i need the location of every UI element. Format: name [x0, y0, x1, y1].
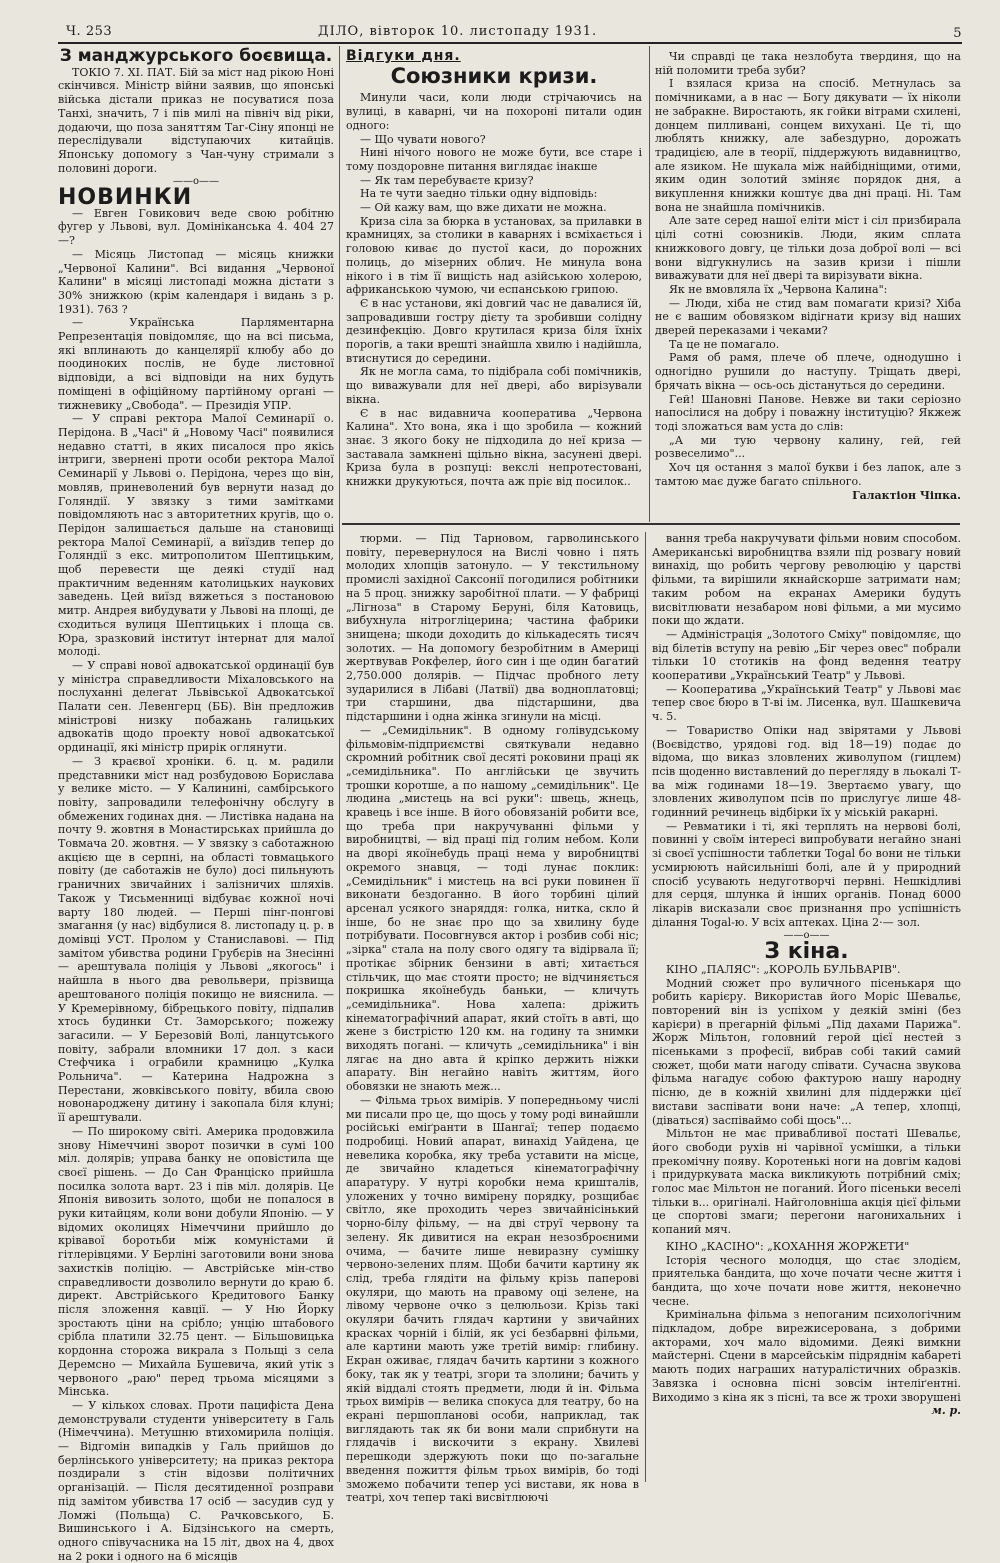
news-item: — Товариство Опіки над звірятами у Львові (Воєвідство, урядові год. від 18—19) подає до відома, що виказ зловлених живолупом (гицлем) псів щоденно виставлений до перегляду в льокалі Т-ва між годинами 18—19. Звертаємо увагу, що зловлених живолупом псів по прислугує лише 48-годинний речинець відбірки їх у міській ракарні. [652, 723, 961, 820]
feuilleton-paragraph: — Люди, хіба не стид вам помагати кризі? Хіба не є вашим обовязком відігнати кризу від наших дверей переказами і чеками? [655, 296, 961, 338]
column-rule [645, 532, 646, 1482]
feuilleton-paragraph: — Ой кажу вам, що вже дихати не можна. [360, 201, 607, 215]
masthead [58, 22, 962, 44]
newspaper-title-date: ДІЛО, вівторок 10. листопаду 1931. [318, 24, 598, 39]
news-item: — Місяць Листопад — місяць книжки „Червоної Калини". Всі видання „Червоної Калини" в місяці листопаді можна дістати з 30% знижкою (крім календаря і видань з р. 1931). 763 ? [58, 247, 334, 316]
column-lower-right [652, 532, 961, 1482]
news-item: — Ревматики і ті, які терплять на нервові болі, повинні у своїм інтересі випробувати негайно знані зі своєї успішности таблетки Togal бо вони не тільки усмирюють найсильніші болі, але й у природний спосіб усувають недуготворчі первні. Нешкідливі для серця, шлунка й інших органів. Понад 6000 лікарів висказали своє признання про успішність ділання Togal-ю. У всіх аптеках. Ціна 2·— зол. [652, 819, 961, 929]
news-item: тюрми. — Під Тарновом, гарволинського повіту, перевернулося на Вислі човно і пять молодих хлопців затонуло. — У текстильному промислі західної Саксонії погодилися робітники на 5 проц. знижку заробітної плати. — У фабриці „Лігноза" в Старому Беруні, біля Катовиць, вибухнула нітрогліцерина; частина фабрики знищена; шкоди доходить до кількадесять тисяч золотих. — На допомогу безробітним в Америці жертвував Рокфелер, його син і ще один багатий 2,750.000 долярів. — Підчас пробного лету зударилися в Лібаві (Латвії) два водноплатовці; три старшини, два підстаршини, два підстаршини і одна жінка згинули на місці. [346, 532, 639, 724]
cinema-signature: м. р. [931, 1404, 961, 1418]
feuilleton-paragraph: Як не вмовляла їх „Червона Калина": [669, 282, 888, 296]
feuilleton-title: Союзники кризи. [390, 63, 598, 88]
feuilleton-paragraph: Як не могла сама, то підібрала собі помічників, що виважували для неї двері, або вирізували вікна. [346, 365, 642, 406]
news-item: — „Семидільник". В одному голівудському фільмовім-підприємстві святкували недавно скромний робітник свої десяті роковини праці як „семидільника". По англійськи це звучить трошки коротше, а по нашому „семидільник". Це людина „мистець на всі руки": швець, жнець, кравець і все інше. В його обовязаній робити все, що треба при накручуванні фільми у виробництві, — від праці під голим небом. Коли на дворі якоїнебудь праці нема у виробництві окремого знавця, — тоді лунає поклик: „Семидільник" і мистець на всі руки повинен її виконати бездоганно. В його торбині цілий арсенал усякого знаряддя: голка, нитка, скло й інше, бо не знає про що за хвилину буде потрібувати. Посовгнувся актор і розбив собі ніс; „зірка" стала на полу свого одягу та відірвала її; протікає збірник бензини в авті; хитається стільчик, що має стояти просто; не відчиняється покришка якоїнебудь баньки, — кличуть „семидільника". Нова халепа: дріжить кінематографічний апарат, який стоїть в авті, що жене з бистрістю 120 км. на годину та знимки виходять погані. — кличуть „семидільника" і він лягає на дно авта й кріпко держить ніжки апарату. Він негайно навіть життям, його обовязки не знають меж... [346, 723, 639, 1094]
feuilleton-paragraph: Криза сіла за бюрка в установах, за прилавки в крамницях, за столики в каварнях і всміхається і головою киває до пустої каси, до порожних полиць, до мізерних облич. Не минула вона нікого і в тім її вищість над азійською холерою, африканською чумою, чи еспанською грипою. [346, 214, 642, 297]
column-rule [649, 46, 650, 522]
feuilleton-paragraph: Рамя об рамя, плече об плече, однодушно і одногідно рушили до наступу. Тріщать двері, брячать вікна — ось-ось дістануться до середини. [655, 351, 961, 392]
news-item: — Українська Парляментарна Репрезентація повідомляє, що на всі письма, які вплинають до канцелярії клюбу або до поодиноких послів, не буде листовної відповіди, а всі відповіди на них будуть поміщені в офіційному партійному органі — тижневику „Свобода". — Президія УПР. [58, 316, 334, 412]
issue-number: Ч. 253 [66, 24, 113, 39]
feuilleton-paragraph: Є в нас видавнича кооператива „Червона Калина". Хто вона, яка і що зробила — кожний знає. З якого боку не підходила до неї криза — заставала замкнені щільно вікна, засунені двері. Криза була в розпуці: векслі непротестовані, книжки друкуються, почта аж пріє від посилок.. [346, 406, 642, 489]
cinema-review-paragraph: Історія чесного молодця, що стає злодієм, приятелька бандита, що хоче почати чесне життя і бандита, що хоче почати нове життя, неконечно чесне. [652, 1253, 961, 1308]
news-item: — З краєвої хроніки. 6. ц. м. радили представники міст над розбудовою Борислава у велике місто. — У Калинині, самбірського повіту, запровадили телефонічну обслугу в обмежених годинах дня. — Листівка надана на почту 9. жовтня в Монастирськах прийшла до Товмача 20. жовтня. — У звязку з саботажною акцією ще в серпні, на області товмацького повіту (де саботажів не було) досі пильнують граничних звичайних і залізничих шляхів. Також у Тисьменниці відбуває кожної ночі варту 180 людей. — Перші пінг-понгові змагання (у нас) відбулися 8. листопаду ц. р. в домівці УСТ. Пролом у Станиславові. — Під замітом убивства родини Грубєрів на Знесінні — арештувала поліція у Львові „якогось" і найшла в нього два револьвери, прізвища арештованого поліція покищо не вияснила. — У Кремерівному, бібрецького повіту, підпалив хтось будинки Ст. Заморського; пожежу загасили. — У Березовій Волі, ланцутського повіту, забрали вломники 17 дол. з каси Стефчика і ограбили крамницю „Кулка Рольнича". — Катерина Надрожна з Перестани, жовківського повіту, вбила свою новонароджену дитину і закопала біля клуні; її арештували. [58, 754, 334, 1125]
news-item: — Евген Говикович веде свою робітню фугер у Львові, вул. Домініканська 4. 404 27—? [58, 206, 334, 248]
separator: ——о—— [783, 930, 830, 942]
feuilleton-paragraph: „А ми тую червону калину, гей, гей розвеселимо"... [655, 433, 961, 461]
separator: ——о—— [172, 176, 220, 188]
cinema-review-paragraph: Модний сюжет про вуличного пісенькаря що робить карієру. Використав його Моріс Шевальє, повторений він із успіхом у деякій зміні (без карієри) в прегарній фільмі „Під дахами Парижа". Жорж Мільтон, головний герой цієї нестей з пісеньками з професії, вибрав собі такий самий сюжет, щоби мати нагоду співати. Сучасна звукова фільма нагадує собою фактурою нашу народну пісню, де в кожній хвилині для піддержки цієї вистави заспівати вони наче: „А тепер, хлопці, (діваться) заспіваймо собі щось"... [652, 976, 961, 1127]
feuilleton-paragraph: Нині нічого нового не може бути, все старе і тому поздоровне питання виглядає інакше [346, 146, 642, 173]
column-left [58, 46, 334, 1563]
column-feuilleton-2 [655, 50, 961, 520]
feuilleton-paragraph: На те чути заедно тільки одну відповідь: [360, 187, 598, 201]
feuilleton-kicker: Відгуки дня. [346, 48, 461, 64]
feuilleton-paragraph: Але зате серед нашої еліти міст і сіл призбирала цілі сотні союзників. Люди, яким сплата книжкового довгу, це тільки доза доброї волі — всі вони відгукнулись на зазив кризи і пішли виважувати для неї двері та вирізувати вікна. [655, 214, 961, 283]
feuilleton-paragraph: Чи справді це така незлобута твердиня, що на ній поломити треба зуби? [655, 50, 961, 77]
news-item: — У справі нової адвокатської ординації був у міністра справедливости Міхаловського на послуханні делегат Львівської Адвокатської Палати сен. Левенгерц (ББ). Він предложив міністрові низку побажань галицьких адвокатів щодо проекту нової адвокатської ординації, які міністр прирік оглянути. [58, 658, 334, 755]
column-lower-middle [346, 532, 639, 1505]
cinema-review-head: КІНО „ПАЛЯС": „КОРОЛЬ БУЛЬВАРІВ". [666, 962, 901, 976]
news-item: — По широкому світі. Америка продовжила знову Німеччині зворот позички в сумі 100 міл. долярів; управа банку не оповістила ще своєї рішень. — До Сан Франціско прийшла посилка золота варт. 23 і пів міл. долярів. Це Японія вивозить золото, щоби не попалося в руки китайцям, коли вони добули Японію. — У відомих околицях Німеччини прийшло до крівавої боротьби між комуністами й гітлерівцями. У Берліні заготовили вони знова захистків поліцію. — Австрійське мін-ство справедливости дозволило вернути до краю б. директ. Австрійського Кредитового Банку після зложення кавції. — У Ню Йорку зростають ціни на срібло; унцію штабового срібла платили 32.75 цент. — Більшовицька кордонна сторожа викрала з Польщі з села Деремсно — Михайла Бушевича, який утік з червоного „раю" перед трьома місяцями з Мінська. [58, 1124, 334, 1399]
feuilleton-paragraph: Минули часи, коли люди стрічаючись на вулиці, в каварні, чи на похороні питали один одного: [346, 91, 642, 132]
manchuria-headline: З манджурського боєвища. [59, 46, 333, 66]
feuilleton-paragraph: Є в нас установи, які довгий час не давалися їй, запровадивши гостру дієту та зробивши солідну дезинфекцію. Довго крутилася криза біля їхніх порогів, а таки врешті знайшла хвилю і надійшла, втиснутися до середини. [346, 296, 642, 365]
section-rule [342, 523, 960, 525]
news-item: — У кількох словах. Проти пацифіста Дена демонстрували студенти університету в Галь (Німеччина). Метушню втихомирила поліція. — Відгомін випадків у Галь прийшов до берлінського університету; на приказ ректора поздирали з стін відозви політичних організацій. — Після десятиденної розправи під замітом убивства 17 осіб — засудив суд у Ломжі (Польща) С. Рачковського, Б. Вишинського і А. Бідзінського на смерть, одного співучасника на 15 літ, двох на 4, двох на 2 роки і одного на 6 місяців [58, 1398, 334, 1563]
column-feuilleton-1 [346, 50, 642, 520]
news-item: вання треба накручувати фільми новим способом. Американські виробництва взяли під розвагу новий винахід, що робить чергову революцію у царстві фільми, та вирішили якнайскорше затримати нам; таким робом на екранах Америки будуть висвітлювати незабаром нові фільми, а ми мусимо поки що ждати. [652, 532, 961, 628]
cinema-review-paragraph: Мільтон не має привабливої постаті Шевальє, його свободи рухів ні чарівної усмішки, а тільки прекомічну появу. Коротенькі ноги на довгім кадові і придуркувата маска викликують потрібний сміх; голос має Мільтон не поганий. Його пісеньки веселі тільки в... оригіналі. Найголовніша акція цієї фільми це спортові змаги; перегони нагонихальних і копаний мяч. [652, 1127, 961, 1237]
feuilleton-paragraph: Та це не помагало. [669, 337, 780, 351]
feuilleton-paragraph: Гей! Шановні Панове. Невже ви таки серіозно напосілися на добру і поважну інституцію? Якжеж тоді зложаться вам уста до слів: [655, 392, 961, 433]
news-section-title: НОВИНКИ [58, 185, 193, 211]
feuilleton-signature: Галактіон Чіпка. [852, 488, 961, 502]
feuilleton-paragraph: — Як там перебуваєте кризу? [360, 173, 534, 187]
feuilleton-paragraph: — Що чувати нового? [360, 132, 486, 146]
manchuria-article: ТОКІО 7. ХІ. ПАТ. Бій за міст над рікою Ноні скінчився. Міністр війни заявив, що японські війська дістали приказ не посуватися поза Танхі, значить, 7 і пів милі на північ від ріки, додаючи, що поза заняттям Таг-Сіну японці не переслідували відступаючих китайців. Японську допомогу з Чан-чуну стримали з половині дороги. [58, 65, 334, 175]
cinema-review-head: КІНО „КАСІНО": „КОХАННЯ ЖОРЖЕТИ" [666, 1239, 910, 1253]
news-item: — Фільма трьох вимірів. У попередньому числі ми писали про це, що щось у тому роді винайшли російські еміґранти в Шангаї; тепер подаємо подробиці. Новий апарат, винахід Уайдена, це невелика коробка, яку треба уставити на місце, де звичайно кладеться кінематографічну апаратуру. У нутрі коробки нема кришталів, уложених у точно вимірену порядку, розщибає світло, яке проходить через звичайнісінький чорно-білу фільму, — на дві струї червону та зелену. Як дивитися на екран незозброєними очима, — бачите лише невиразну сумішку червоно-зелених плям. Щоби бачити картину як слід, треба глядіти на фільму крізь паперові окуляри, що мають на правому оці зелене, на лівому червоне очко з целюльози. Крізь такі окуляри бачить глядач картини у звичайних красках чорній і білій, як усі безбарвні фільми, але картини мають уже третій вимір: глибину. Екран оживає, глядач бачить картини з кожного боку, так як у театрі, згори та злолини; бачить у якій віддалі стоять предмети, люди й ін. Фільма трьох вимірів — велика спокуса для театру, бо на екрані першопланові особи, наприклад, так виглядають так як би вони мали сприбнути на глядачів і вискочити з екрану. Хвилеві перешкоди здержують поки що по-загальне введення пожиття фільм трьох вимірів, бо тоді зможемо побачити тепер усі вистави, як нова в театрі, хоч тепер такі висвітлюючі [346, 1093, 639, 1505]
column-rule [339, 46, 340, 1482]
news-item: — У справі ректора Малої Семинарії о. Перідона. В „Часі" й „Новому Часі" появилися недавно статті, в яких писалося про якісь інтриги, звернені проти особи ректора Малої Семинарії у Львові о. Перідона, через що він, мовляв, приневолений був вернути назад до Голяндії. У звязку з тими замітками повідомляють нас з авторитетних кругів, що о. Перідон залишається дальше на становищі ректора Малої Семинарії, а виїздив тепер до Голяндії з екс. митрополитом Шептицьким, щоб перевести ще деякі студії над практичним веденням католицьких наукових заведень. Цей виїзд вяжеться з постановою митр. Андрея вибудувати у Львові на площі, де сходиться вулиця Шептицьких і площа св. Юра, зразковий інститут інтернат для малої молоді. [58, 412, 334, 659]
cinema-section-title: З кіна. [764, 939, 849, 965]
news-item: — Кооператива „Український Театр" у Львові має тепер своє бюро в Т-ві ім. Лисенка, вул. Шашкевича ч. 5. [652, 682, 961, 724]
news-item: — Адміністрація „Золотого Сміху" повідомляє, що від білетів вступу на ревію „Біг через овес" побрали тільки 10 стотиків на фонд ведення театру кооперативи „Український Театр" у Львові. [652, 627, 961, 683]
cinema-review-paragraph: Кримінальна фільма з непоганим психологічним підкладом, добре вирежисерована, з добрими акторами, хоч мало відомими. Деякі вимкни майстерні. Сцени в марсейськім підряднім кабареті мають подих награших натуралістичних образків. Завязка і основна пісні зовсім інтеліґентні. Виходимо з кіна як з пісні, та все ж трохи зворушені [652, 1308, 961, 1404]
feuilleton-paragraph: Хоч ця остання з малої букви і без лапок, але з тамтою має дуже багато спільного. [655, 461, 961, 488]
page-number: 5 [953, 26, 962, 41]
feuilleton-paragraph: І взялася криза на спосіб. Метнулась за помічниками, а в нас — Богу дякувати — їх ніколи не забракне. Виростають, як гойки вітрами схилені, донцем пилливані, сонцем вихухані. Це ті, що люблять книжку, але забездурно, дорожать традицією, але в теорії, піддержують видавництво, але язиком. Не шукала між найбідніщими, отими, яким один золотий зміняє порядок дня, а викуплення книжки коштує два дні праці. Ні. Там вона не знайшла помічників. [655, 77, 961, 214]
